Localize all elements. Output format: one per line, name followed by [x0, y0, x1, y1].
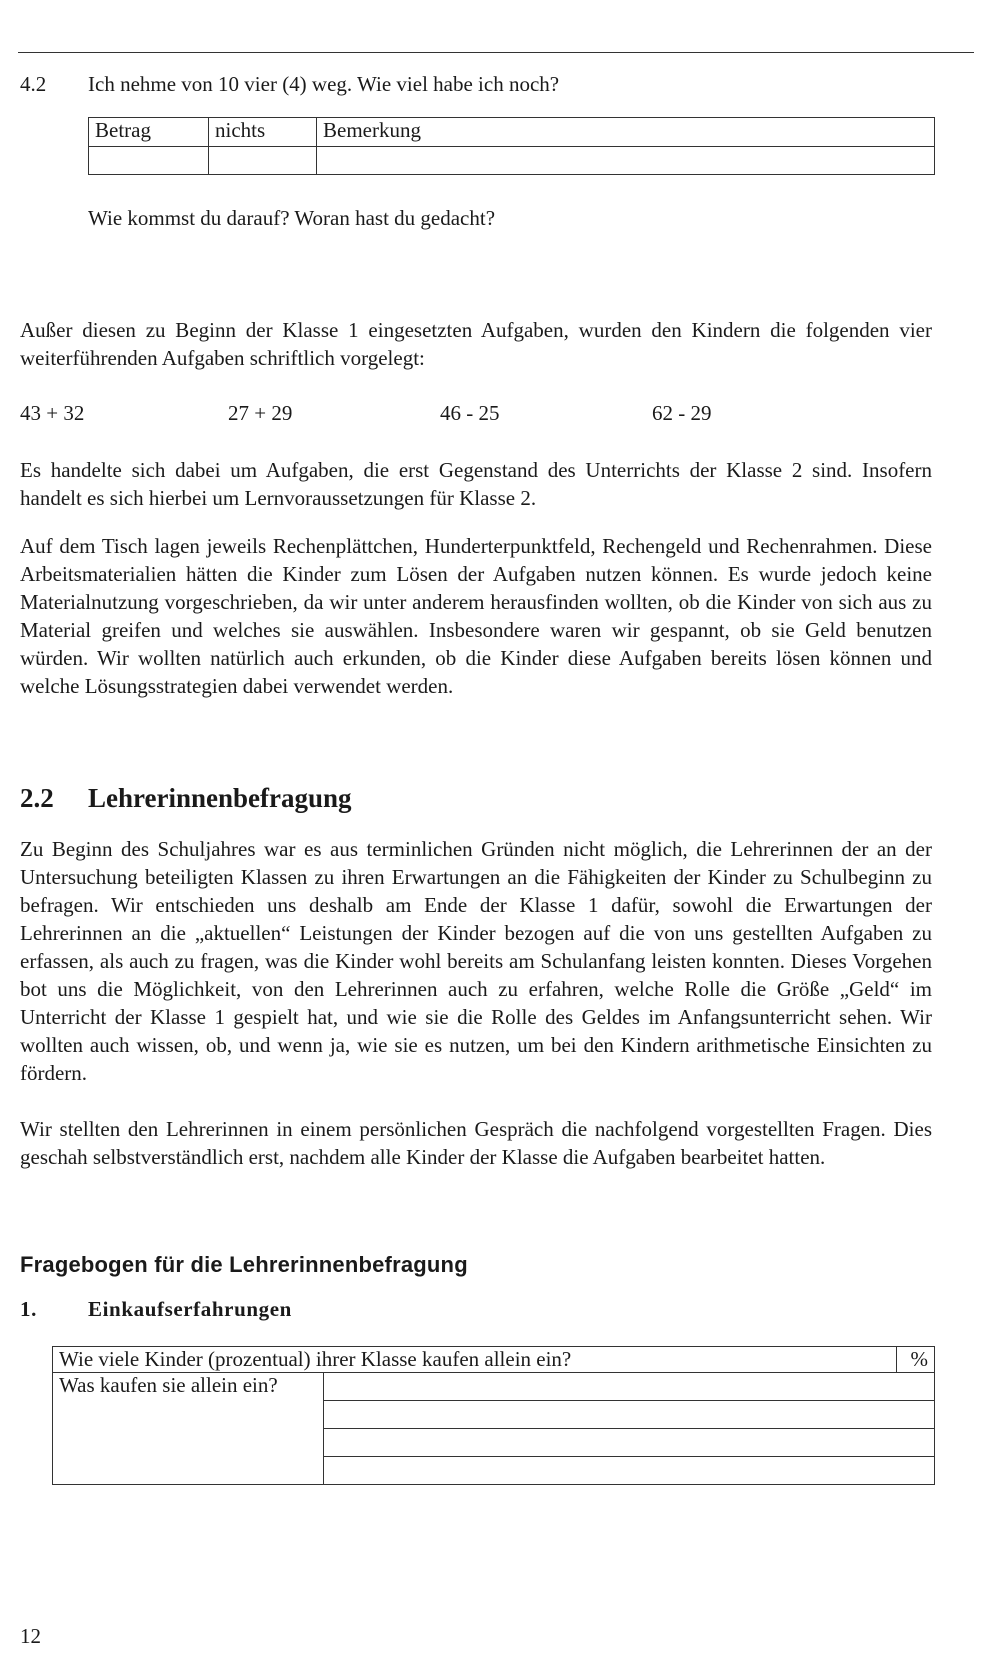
- questionnaire-item-title: Einkaufserfahrungen: [88, 1297, 292, 1321]
- task-item: 62 - 29: [652, 401, 712, 425]
- table-header-nichts: nichts: [209, 118, 317, 147]
- table-cell-empty: [317, 147, 935, 175]
- percent-unit: %: [896, 1347, 934, 1373]
- follow-up-question: Wie kommst du darauf? Woran hast du gedacht?: [88, 206, 496, 230]
- answer-table-4-2: [88, 117, 935, 175]
- table-cell-empty: [209, 147, 317, 175]
- section-title: Lehrerinnenbefragung: [88, 783, 352, 813]
- answer-line: [324, 1401, 935, 1429]
- task-question: Ich nehme von 10 vier (4) weg. Wie viel habe ich noch?: [88, 72, 560, 96]
- table-header-bemerkung: Bemerkung: [317, 118, 935, 147]
- paragraph-survey: Zu Beginn des Schuljahres war es aus terminlichen Gründen nicht möglich, die Lehrerinnen der an der Untersuchung beteiligten Klassen zu ihren Erwartungen an die Fähigkeiten der Kinder zu Schulbeginn zu befragen. Wir entschieden uns deshalb am Ende der Klasse 1 dafür, sowohl die Erwartungen der Lehrerinnen an die „aktuellen“ Leistungen der Kinder bezogen auf die von uns gestellten Aufgaben zu erfassen, als auch zu fragen, was die Kinder wohl bereits am Schulanfang leisten konnten. Dieses Vorgehen bot uns die Möglichkeit, von den Lehrerinnen auch zu erfahren, welche Rolle die Größe „Geld“ im Unterricht der Klasse 1 gespielt hat, und wie sie die Rolle des Geldes im Anfangsunterricht sehen. Wir wollten auch wissen, ob, und wenn ja, wie sie es nutzen, um bei den Kindern arithmetische Einsichten zu fördern.: [20, 837, 932, 1085]
- intro-paragraph: Außer diesen zu Beginn der Klasse 1 eingesetzten Aufgaben, wurden den Kindern die folgenden vier weiterführenden Aufgaben schriftlich vorgelegt:: [20, 318, 932, 370]
- table-header-betrag: Betrag: [89, 118, 209, 147]
- answer-line: [324, 1373, 935, 1401]
- paragraph-class2: Es handelte sich dabei um Aufgaben, die erst Gegenstand des Unterrichts der Klasse 2 sind. Insofern handelt es sich hierbei um Lernvoraussetzungen für Klasse 2.: [20, 458, 932, 510]
- question-what-bought: Was kaufen sie allein ein?: [53, 1373, 324, 1485]
- task-item: 46 - 25: [440, 401, 500, 425]
- task-item: 43 + 32: [20, 401, 85, 425]
- table-cell-empty: [89, 147, 209, 175]
- top-rule: [18, 52, 974, 53]
- answer-line: [324, 1457, 935, 1485]
- task-number: 4.2: [20, 72, 47, 96]
- question-percent-buying: Wie viele Kinder (prozentual) ihrer Klasse kaufen allein ein?: [53, 1347, 897, 1373]
- answer-line: [324, 1429, 935, 1457]
- section-number: 2.2: [20, 783, 54, 813]
- paragraph-materials: Auf dem Tisch lagen jeweils Rechenplättchen, Hunderterpunktfeld, Rechengeld und Rechenrahmen. Diese Arbeitsmaterialien hätten die Kinder zum Lösen der Aufgaben nutzen können. Es wurde jedoch keine Materialnutzung vorgeschrieben, da wir unter anderem herausfinden wollten, ob die Kinder von sich aus zu Material greifen und welches sie auswählen. Insbesondere waren wir gespannt, ob sie Geld benutzen würden. Wir wollten natürlich auch erkunden, ob die Kinder diese Aufgaben bereits lösen können und welche Lösungsstrategien dabei verwendet werden.: [20, 534, 932, 698]
- questionnaire-table: [52, 1346, 935, 1485]
- paragraph-interview: Wir stellten den Lehrerinnen in einem persönlichen Gespräch die nachfolgend vorgestellten Fragen. Dies geschah selbstverständlich erst, nachdem alle Kinder der Klasse die Aufgaben bearbeitet hatten.: [20, 1117, 932, 1169]
- questionnaire-title: Fragebogen für die Lehrerinnenbefragung: [20, 1252, 468, 1277]
- page-number: 12: [20, 1624, 41, 1648]
- questionnaire-item-number: 1.: [20, 1297, 37, 1321]
- task-item: 27 + 29: [228, 401, 293, 425]
